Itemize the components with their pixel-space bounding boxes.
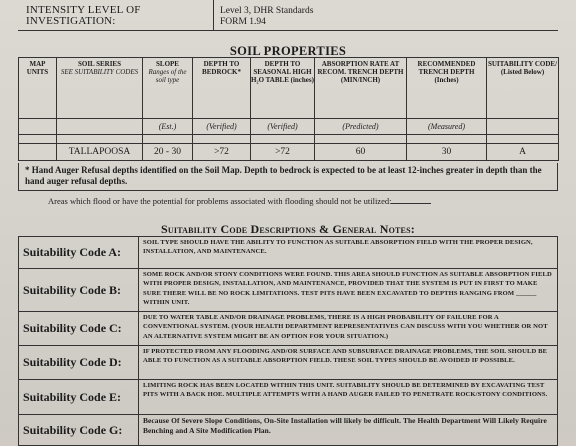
code-row-a	[18, 236, 558, 269]
col-trench-depth: RECOMMENDED TRENCH DEPTH (Inches)	[407, 58, 487, 119]
suitability-codes-table	[18, 236, 558, 446]
investigation-label-line1: INTENSITY LEVEL OF	[26, 4, 141, 16]
bedrock-footnote: * Hand Auger Refusal depths identified on the Soil Map. Depth to bedrock is expected to be at least 12-inches greater in depth than the hand auger refusal depths.	[18, 163, 558, 191]
investigation-label	[26, 5, 141, 27]
table-measure-row	[19, 119, 559, 135]
cell	[57, 119, 143, 135]
investigation-value-line1: Level 3, DHR Standards	[220, 6, 314, 16]
cell	[407, 135, 487, 144]
col-depth-water: DEPTH TO SEASONAL HIGH H₂O TABLE (inches)	[251, 58, 315, 119]
cell-depth-bedrock: >72	[193, 144, 251, 161]
table-blank-row	[19, 135, 559, 144]
code-description: SOME ROCK AND/OR STONY CONDITIONS WERE FOUND. THIS AREA SHOULD FUNCTION AS SUITABLE ABSORPTION FIELD WITH PROPER DESIGN, INSTALLATION, AND MAINTENANCE, PROVIDED THAT THE SYSTEM IS PUT IN FIRST TO MAKE SURE THERE WILL BE NO ROCK LIMITATIONS. TEST PITS HAVE BEEN EXCAVATED TO DEPTHS RANGING FROM ______ WITHIN UNIT.	[143, 271, 552, 306]
cell	[315, 135, 407, 144]
flood-note-text: Areas which flood or have the potential for problems associated with flooding should not be utilized:	[48, 196, 392, 206]
cell	[19, 135, 57, 144]
cell: (Measured)	[407, 119, 487, 135]
cell-suitability: A	[487, 144, 559, 161]
code-description: SOIL TYPE SHOULD HAVE THE ABILITY TO FUNCTION AS SUITABLE ABSORPTION FIELD WITH THE PROPER DESIGN, INSTALLATION, AND MAINTENANCE.	[143, 239, 533, 256]
cell	[57, 135, 143, 144]
col-slope	[143, 58, 193, 119]
col-soil-series-label: SOIL SERIES	[78, 60, 121, 68]
col-map-units: MAP UNITS	[19, 58, 57, 119]
cell	[251, 135, 315, 144]
cell-depth-water: >72	[251, 144, 315, 161]
cell: (Est.)	[143, 119, 193, 135]
cell	[19, 119, 57, 135]
cell-absorption: 60	[315, 144, 407, 161]
cell	[487, 119, 559, 135]
table-row	[19, 144, 559, 161]
col-slope-sub: Ranges of the soil type	[148, 68, 187, 84]
code-description: LIMITING ROCK HAS BEEN LOCATED WITHIN THIS UNIT. SUITABILITY SHOULD BE DETERMINED BY EXCAVATING TEST PITS WITH A BACK HOE. MULTIPLE ATTEMPTS WITH A HAND AUGER FAILED TO PENETRATE ROCK/STONY CONDITIONS.	[143, 382, 548, 399]
investigation-value	[220, 6, 313, 27]
code-row-b	[18, 269, 558, 312]
code-row-d	[18, 346, 558, 380]
code-label: Suitability Code D:	[19, 346, 139, 379]
soil-properties-title: SOIL PROPERTIES	[229, 44, 347, 58]
code-description: DUE TO WATER TABLE AND/OR DRAINAGE PROBLEMS, THERE IS A HIGH PROBABILITY OF FAILURE FOR A CONVENTIONAL SYSTEM. (YOUR HEALTH DEPARTMENT REPRESENTATIVES CAN DISCUSS WITH YOU WHETHER OR NOT AN ALTERNATIVE SYSTEM MIGHT BE AN OPTION FOR YOUR SITUATION.)	[143, 314, 548, 340]
code-label: Suitability Code G:	[19, 415, 139, 445]
soil-properties-table	[18, 57, 559, 161]
investigation-value-line2: FORM 1.94	[220, 16, 266, 27]
investigation-label-line2: INVESTIGATION:	[26, 15, 116, 27]
code-row-g	[18, 415, 558, 446]
col-soil-series	[57, 58, 143, 119]
code-row-c	[18, 312, 558, 346]
code-label: Suitability Code A:	[19, 237, 139, 268]
col-depth-bedrock: DEPTH TO BEDROCK*	[193, 58, 251, 119]
code-description: IF PROTECTED FROM ANY FLOODING AND/OR SURFACE AND SUBSURFACE DRAINAGE PROBLEMS, THE SOIL SHOULD BE ABLE TO FUNCTION AS A SUITABLE ABSORPTION FIELD. THESE SOIL TYPES SHOULD BE AVOIDED IF POSSIBLE.	[143, 348, 548, 365]
codes-title: Suitability Code Descriptions & General Notes:	[161, 222, 415, 236]
cell	[487, 135, 559, 144]
investigation-level-row	[18, 0, 558, 31]
code-label: Suitability Code B:	[19, 269, 139, 311]
col-suitability: SUITABILITY CODE/ (Listed Below)	[487, 58, 559, 119]
cell: (Predicted)	[315, 119, 407, 135]
cell-map-unit	[19, 144, 57, 161]
cell: (Verified)	[251, 119, 315, 135]
table-header-row	[19, 58, 559, 119]
cell: (Verified)	[193, 119, 251, 135]
col-slope-label: SLOPE	[156, 60, 179, 68]
col-absorption-rate: ABSORPTION RATE AT RECOM. TRENCH DEPTH (MIN/INCH)	[315, 58, 407, 119]
cell-slope: 20 - 30	[143, 144, 193, 161]
code-label: Suitability Code E:	[19, 380, 139, 414]
cell	[193, 135, 251, 144]
code-description: Because Of Severe Slope Conditions, On-Site Installation will likely be difficult. The Health Department Will Likely Require Benching and A Site Modification Plan.	[143, 416, 547, 435]
divider	[213, 0, 214, 30]
flood-note	[48, 196, 431, 206]
col-soil-series-sub: SEE SUITABILITY CODES	[60, 68, 139, 76]
flood-note-blank	[391, 203, 431, 204]
cell	[143, 135, 193, 144]
code-row-e	[18, 380, 558, 415]
cell-trench-depth: 30	[407, 144, 487, 161]
cell-soil-series: TALLAPOOSA	[57, 144, 143, 161]
code-label: Suitability Code C:	[19, 312, 139, 345]
